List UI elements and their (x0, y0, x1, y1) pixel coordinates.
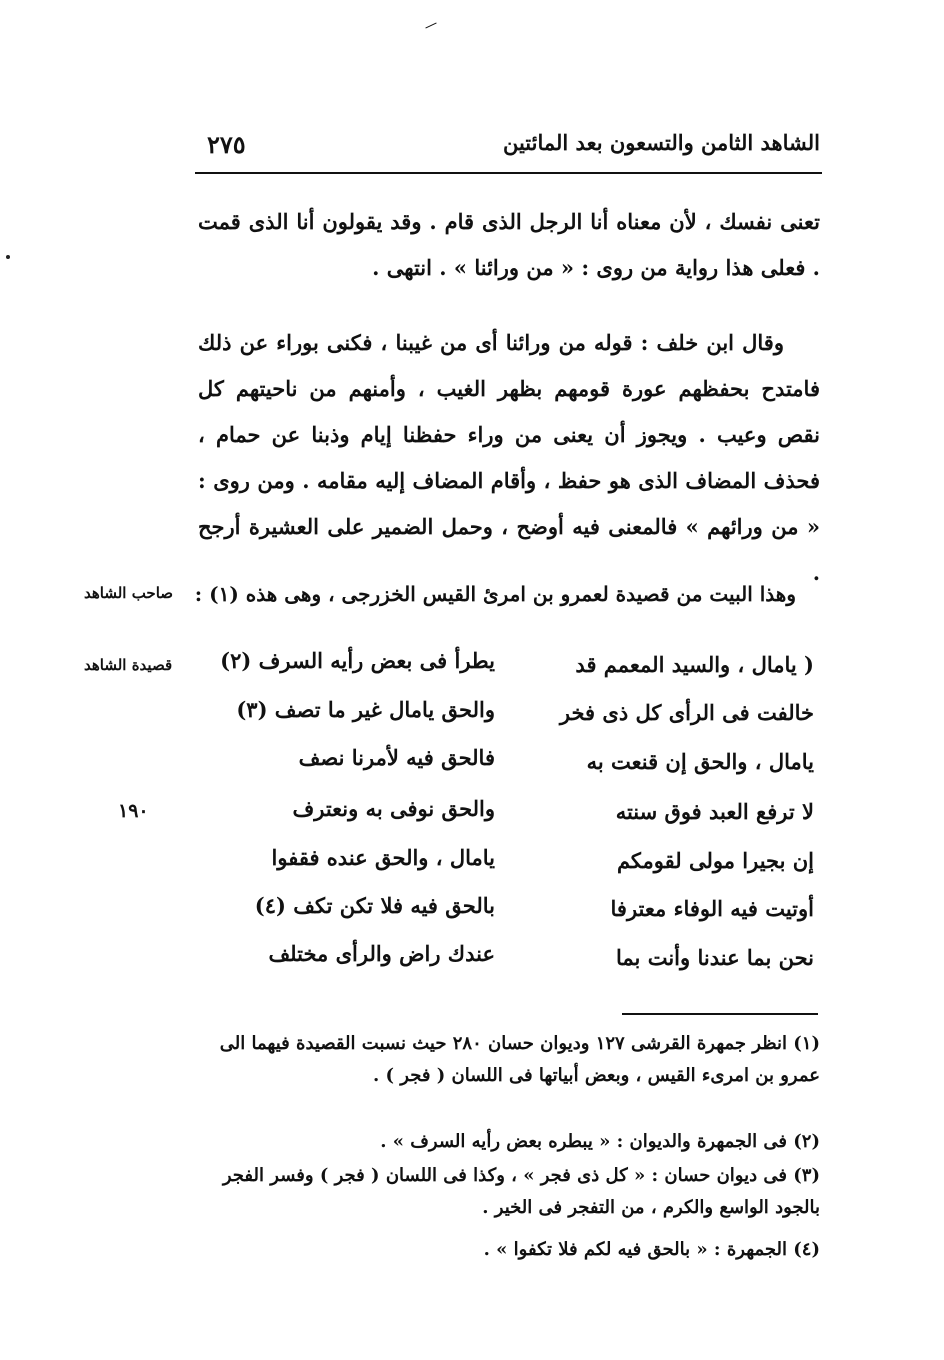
verse-second-hemistich: بالحق فيه فلا تكن تكف (٤) (254, 893, 495, 918)
paragraph-continuation: تعنى نفسك ، لأن معناه أنا الرجل الذى قام . وقد يقولون أنا الذى قمت . فعلى هذا رواية من روى : « من ورائنا » . انتهى . (198, 209, 820, 280)
margin-note-author: صاحب الشاهد (84, 584, 174, 602)
header-rule (195, 172, 822, 174)
verse-first-hemistich: يامال ، والحق إن قنعت به (586, 749, 814, 774)
running-header (195, 130, 820, 170)
footnote-rule (622, 1013, 818, 1015)
footnote-4: (٤) الجمهرة : « بالحق فيه لكم فلا تكفوا » . (483, 1239, 820, 1260)
verse-second-hemistich: يطرأ فى بعض رأيه السرف (٢) (220, 648, 495, 673)
footnote-2: (٢) فى الجمهرة والديوان : « يبطره بعض رأيه السرف » . (380, 1131, 820, 1152)
header-title: الشاهد الثامن والتسعون بعد المائتين (502, 130, 820, 155)
margin-note-poem: قصيدة الشاهد (84, 656, 173, 674)
verse-first-hemistich: إن بجيرا مولى لقومكم (616, 848, 814, 873)
verse-first-hemistich: ( يامال ، والسيد المعمم قد (575, 652, 814, 677)
verse-second-hemistich: يامال ، والحق عنده فقفوا (271, 845, 495, 870)
verse-first-hemistich: لا ترفع العبد فوق سنته (615, 799, 814, 824)
footnote-1: (١) انظر جمهرة القرشى ١٢٧ وديوان حسان ٢٨٠ حيث نسبت القصيدة فيهما الى عمرو بن امرىء القيس ، وبعض أبياتها فى اللسان ( فجر ) . (219, 1033, 820, 1086)
poem-intro-line: وهذا البيت من قصيدة لعمرو بن امرئ القيس الخزرجى ، وهى هذه (١) : (194, 582, 796, 606)
verse-second-hemistich: فالحق فيه لأمرنا نصف (298, 745, 495, 770)
scan-mark (425, 23, 436, 29)
verse-first-hemistich: أوتيت فيه الوفاء معترفا (610, 896, 814, 921)
page-number: ٢٧٥ (207, 130, 246, 159)
paragraph-ibn-khalaf: وقال ابن خلف : قوله من ورائنا أى من غيبنا ، فكنى بوراء عن ذلك فامتدح بحفظهم عورة قومهم بظهر الغيب ، وأمنهم من ناحيتهم كل نقص وعيب . ويجوز أن يعنى من وراء حفظنا إيام وذبنا عن حمام ، فحذف المضاف الذى هو حفظ ، وأقام المضاف إليه مقامه . ومن روى : « من ورائهم » فالمعنى فيه أوضح ، وحمل الضمير على العشيرة أرجح . (198, 330, 820, 585)
verse-second-hemistich: والحق يامال غير ما تصف (٣) (236, 697, 495, 722)
verse-first-hemistich: نحن بما عندنا وأنت بما (616, 945, 814, 970)
verse-first-hemistich: خالفت فى الرأى كل ذى فخر (559, 700, 814, 725)
footnote-3: (٣) فى ديوان حسان : « كل ذى فجر » ، وكذا فى اللسان ( فجر ) وفسر الفجر بالجود الواسع والكرم ، من التفجر فى الخير . (222, 1165, 820, 1218)
margin-verse-count: ١٩٠ (118, 800, 149, 822)
verse-second-hemistich: والحق نوفى به ونعترف (292, 796, 495, 821)
verse-second-hemistich: عندك راض والرأى مختلف (268, 941, 495, 966)
scan-speck (6, 255, 10, 259)
